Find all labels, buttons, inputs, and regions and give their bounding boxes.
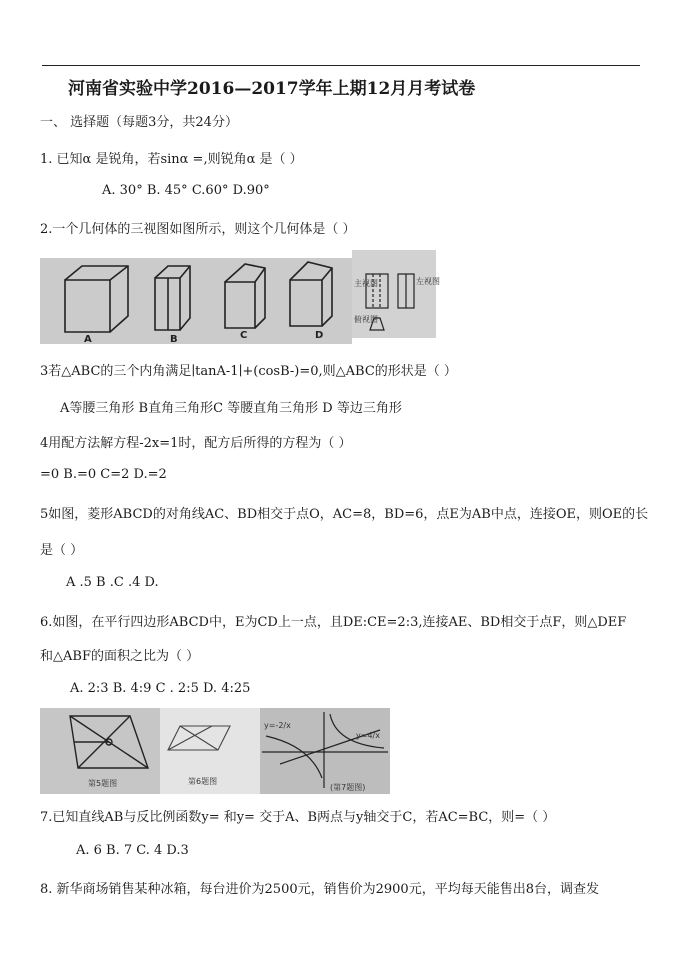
top-view-label: 俯视图: [354, 315, 378, 324]
solid-label-b: B: [170, 334, 178, 345]
question-5-cont: 是（ ）: [40, 543, 84, 558]
solid-label-c: C: [240, 330, 248, 341]
question-5: 5如图，菱形ABCD的对角线AC、BD相交于点O，AC=8，BD=6，点E为AB中点，连接OE，则OE的长: [40, 507, 649, 522]
question-6-cont: 和△ABF的面积之比为（ ）: [40, 649, 200, 664]
question-5-options: A .5 B .C .4 D.: [66, 575, 159, 590]
question-3: 3若△ABC的三个内角满足∣tanA-1∣+(cosB-)=0,则△ABC的形状是（ ）: [40, 364, 457, 379]
question-1-options: A. 30° B. 45° C.60° D.90°: [102, 183, 270, 198]
solid-label-a: A: [84, 334, 92, 345]
section-heading: 一、 选择题（每题3分，共24分）: [40, 115, 238, 130]
question-3-options: A等腰三角形 B直角三角形C 等腰直角三角形 D 等边三角形: [60, 401, 402, 416]
solid-label-d: D: [315, 330, 324, 341]
three-views-figure: [352, 250, 440, 338]
front-view-label: 主视图: [354, 279, 378, 288]
side-view-label: 左视图: [416, 277, 440, 286]
page-title: 河南省实验中学2016—2017学年上期12月月考试卷: [68, 79, 476, 99]
figures-5-6-7: [40, 708, 390, 794]
fig7-caption: (第7题图): [330, 783, 366, 792]
fig7-eq-right: y=4/x: [356, 731, 380, 740]
question-1: 1. 已知α 是锐角，若sinα =,则锐角α 是（ ）: [40, 152, 303, 167]
question-7: 7.已知直线AB与反比例函数y= 和y= 交于A、B两点与y轴交于C，若AC=BC，则=（ ）: [40, 810, 556, 825]
fig5-caption: 第5题图: [88, 779, 118, 788]
header-rule: [42, 65, 640, 66]
question-8: 8. 新华商场销售某种冰箱，每台进价为2500元，销售价为2900元，平均每天能售出8台，调查发: [40, 882, 599, 897]
question-6-options: A. 2:3 B. 4:9 C . 2:5 D. 4:25: [70, 681, 251, 696]
question-6: 6.如图，在平行四边形ABCD中，E为CD上一点，且DE:CE=2:3,连接AE、BD相交于点F，则△DEF: [40, 615, 627, 630]
solids-figure: [40, 258, 352, 344]
fig6-caption: 第6题图: [188, 777, 218, 786]
question-4: 4用配方法解方程-2x=1时，配方后所得的方程为（ ）: [40, 436, 352, 451]
fig7-eq-left: y=-2/x: [264, 721, 291, 730]
question-7-options: A. 6 B. 7 C. 4 D.3: [76, 843, 189, 858]
question-4-options: =0 B.=0 C=2 D.=2: [40, 467, 167, 482]
question-2: 2.一个几何体的三视图如图所示，则这个几何体是（ ）: [40, 222, 356, 237]
